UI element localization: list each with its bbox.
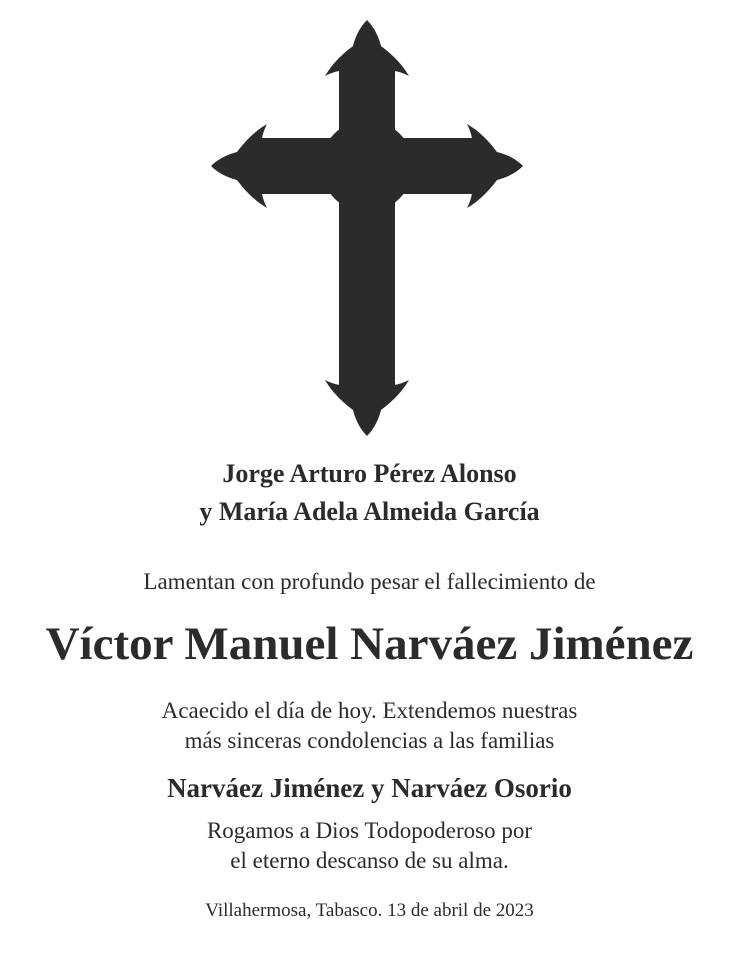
prayer-line-1: Rogamos a Dios Todopoderoso por: [206, 818, 533, 843]
latin-cross-icon: [209, 18, 525, 438]
condolence-line-2: más sinceras condolencias a las familias: [184, 728, 555, 753]
sender-name-2: y María Adela Almeida García: [199, 497, 540, 526]
deceased-name: Víctor Manuel Narváez Jiménez: [45, 618, 694, 670]
announcement-lead: Lamentan con profundo pesar el fallecimiento de: [143, 569, 596, 594]
place-and-date: Villahermosa, Tabasco. 13 de abril de 2023: [205, 900, 534, 921]
prayer-line-2: el eterno descanso de su alma.: [230, 848, 509, 873]
condolence-line-1: Acaecido el día de hoy. Extendemos nuestras: [161, 698, 578, 723]
sender-name-1: Jorge Arturo Pérez Alonso: [222, 459, 517, 488]
families-names: Narváez Jiménez y Narváez Osorio: [167, 773, 572, 803]
